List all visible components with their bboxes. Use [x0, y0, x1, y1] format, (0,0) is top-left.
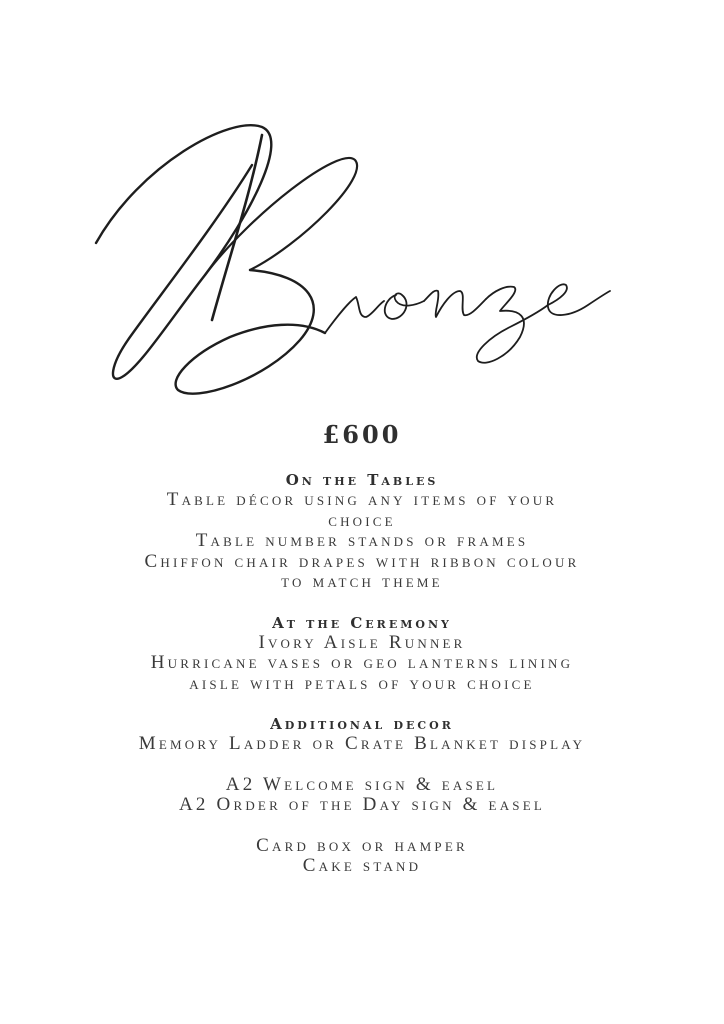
list-item: Memory Ladder or Crate Blanket display: [138, 733, 586, 754]
list-item: Chiffon chair drapes with ribbon colour: [144, 550, 580, 572]
script-title: [0, 105, 724, 405]
list-item: Cake stand: [302, 855, 422, 876]
list-item: A2 Order of the Day sign & easel: [178, 794, 545, 815]
section-extras: [0, 836, 724, 877]
list-item: Table number stands or frames: [195, 530, 529, 551]
list-item: Ivory Aisle Runner: [258, 631, 466, 653]
section-tables: [0, 470, 724, 593]
bronze-script-logo: [0, 105, 724, 405]
section-heading: At the Ceremony: [272, 613, 452, 632]
section-heading: On the Tables: [285, 471, 439, 489]
section-signage: [0, 775, 724, 816]
list-item: Card box or hamper: [256, 834, 468, 856]
list-item: choice: [328, 509, 396, 531]
list-item: aisle with petals of your choice: [189, 672, 535, 694]
price: £600: [322, 420, 402, 449]
section-additional-decor: [0, 714, 724, 755]
section-ceremony: [0, 613, 724, 695]
list-item: Hurricane vases or geo lanterns lining: [150, 652, 574, 673]
section-heading: Additional decor: [270, 715, 454, 733]
list-item: to match theme: [281, 571, 443, 592]
list-item: Table décor using any items of your: [166, 489, 558, 510]
package-details: [0, 470, 724, 897]
list-item: A2 Welcome sign & easel: [225, 773, 499, 795]
